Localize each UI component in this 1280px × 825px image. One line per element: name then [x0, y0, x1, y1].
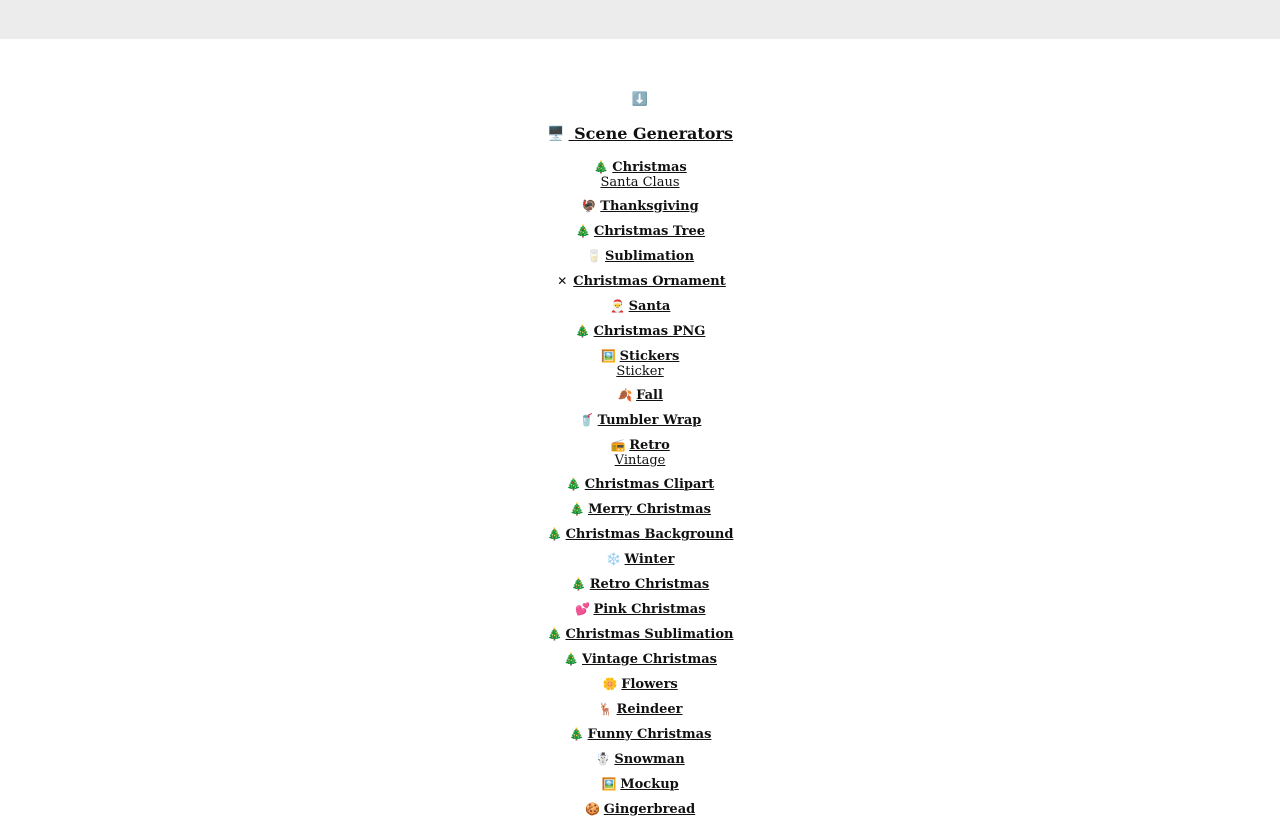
section-title[interactable] — [0, 124, 1280, 145]
generator-sub-link[interactable]: Sticker — [616, 364, 664, 379]
generator-link[interactable] — [575, 323, 706, 340]
leaf-icon: 🍂 — [617, 388, 633, 402]
section-title-text: Scene Generators — [574, 124, 733, 143]
snowman-icon: ☃️ — [595, 752, 611, 766]
generator-link[interactable] — [569, 501, 711, 518]
generator-label: Retro Christmas — [589, 577, 710, 592]
christmas-tree-icon: 🎄 — [569, 502, 585, 516]
down-arrow-icon[interactable] — [0, 91, 1280, 109]
generator-label: Christmas PNG — [593, 324, 706, 339]
generator-label: Pink Christmas — [593, 602, 706, 617]
christmas-tree-icon: 🎄 — [547, 627, 562, 641]
list-item — [0, 650, 1280, 668]
generator-label: Vintage Christmas — [582, 652, 717, 667]
generator-label: Snowman — [614, 752, 685, 767]
list-item — [0, 436, 1280, 468]
browser-top-bar — [0, 0, 1280, 39]
generator-link[interactable] — [586, 248, 694, 265]
close-icon: ✕ — [557, 274, 568, 288]
computer-monitor-icon: 🖥️ — [547, 126, 565, 142]
list-item — [0, 322, 1280, 340]
generator-link[interactable] — [569, 726, 712, 743]
generator-link[interactable] — [547, 626, 734, 643]
generator-label: Retro — [629, 438, 670, 453]
generator-link[interactable] — [547, 526, 734, 543]
generator-label: Christmas — [612, 160, 687, 175]
generator-label: Christmas Sublimation — [565, 627, 734, 642]
generator-link[interactable] — [606, 551, 675, 568]
list-item — [0, 158, 1280, 190]
list-item — [0, 725, 1280, 743]
generator-link[interactable] — [585, 801, 695, 818]
generator-label: Flowers — [621, 677, 678, 692]
list-item — [0, 197, 1280, 215]
cookie-icon: 🍪 — [585, 802, 601, 816]
christmas-tree-icon: 🎄 — [569, 727, 585, 741]
list-item — [0, 475, 1280, 493]
list-item — [0, 750, 1280, 768]
generator-link[interactable] — [602, 676, 677, 693]
generator-label: Fall — [636, 388, 663, 403]
image-icon: 🖼️ — [601, 349, 617, 363]
radio-icon: 📻 — [610, 438, 626, 452]
generator-link[interactable] — [579, 412, 702, 429]
generator-link[interactable] — [601, 348, 680, 365]
generator-link[interactable] — [554, 273, 725, 290]
generator-link[interactable] — [581, 198, 698, 215]
image-icon: 🖼️ — [601, 777, 617, 791]
generator-link[interactable] — [593, 159, 686, 176]
list-item — [0, 700, 1280, 718]
list-item — [0, 575, 1280, 593]
down-arrow-glyph: ⬇️ — [631, 92, 649, 107]
generator-link[interactable] — [610, 437, 670, 454]
list-item — [0, 625, 1280, 643]
generator-label: Sublimation — [604, 249, 695, 264]
turkey-icon: 🦃 — [581, 199, 597, 213]
generator-link[interactable] — [595, 751, 684, 768]
list-item — [0, 272, 1280, 290]
generator-link[interactable] — [598, 701, 683, 718]
generator-label: Funny Christmas — [587, 727, 712, 742]
list-item — [0, 247, 1280, 265]
list-item — [0, 775, 1280, 793]
list-item — [0, 675, 1280, 693]
generator-label: Christmas Background — [565, 527, 734, 542]
list-item — [0, 222, 1280, 240]
generator-label: Reindeer — [616, 702, 683, 717]
generator-label: Santa — [628, 299, 671, 314]
scene-generator-list — [0, 158, 1280, 825]
list-item — [0, 525, 1280, 543]
generator-link[interactable] — [566, 476, 715, 493]
generator-label: Christmas Tree — [593, 224, 706, 239]
generator-link[interactable] — [571, 576, 710, 593]
hearts-icon: 💕 — [574, 602, 590, 616]
generator-label: Christmas Ornament — [573, 274, 726, 289]
generator-label: Tumbler Wrap — [597, 413, 702, 428]
list-item — [0, 500, 1280, 518]
flower-icon: 🌼 — [602, 677, 618, 691]
christmas-tree-icon: 🎄 — [593, 160, 609, 174]
generator-sub-link[interactable]: Vintage — [614, 453, 666, 468]
generator-label: Gingerbread — [603, 802, 696, 817]
generator-label: Christmas Clipart — [584, 477, 715, 492]
christmas-tree-icon: 🎄 — [566, 477, 582, 491]
christmas-tree-icon: 🎄 — [571, 577, 587, 591]
list-item — [0, 386, 1280, 404]
generator-link[interactable] — [617, 387, 663, 404]
christmas-tree-icon: 🎄 — [575, 224, 591, 238]
christmas-tree-icon: 🎄 — [575, 324, 591, 338]
generator-sub-link[interactable]: Santa Claus — [600, 175, 680, 190]
christmas-tree-icon: 🎄 — [563, 652, 579, 666]
generator-link[interactable] — [574, 601, 705, 618]
generator-label: Thanksgiving — [600, 199, 699, 214]
santa-icon: 🎅 — [610, 299, 626, 313]
page-content — [0, 39, 1280, 817]
list-item — [0, 411, 1280, 429]
reindeer-icon: 🦌 — [598, 702, 613, 716]
generator-label: Mockup — [620, 777, 679, 792]
generator-link[interactable] — [610, 298, 671, 315]
generator-label: Winter — [624, 552, 675, 567]
generator-link[interactable] — [575, 223, 705, 240]
snowflake-icon: ❄️ — [606, 552, 622, 566]
list-item — [0, 800, 1280, 818]
list-item — [0, 347, 1280, 379]
list-item — [0, 550, 1280, 568]
generator-label: Merry Christmas — [588, 502, 711, 517]
generator-link[interactable] — [563, 651, 717, 668]
tumbler-icon: 🥤 — [579, 413, 595, 427]
christmas-tree-icon: 🎄 — [547, 527, 563, 541]
generator-label: Stickers — [619, 349, 680, 364]
list-item — [0, 297, 1280, 315]
cup-icon: 🥛 — [586, 249, 602, 263]
list-item — [0, 600, 1280, 618]
generator-link[interactable] — [601, 776, 679, 793]
